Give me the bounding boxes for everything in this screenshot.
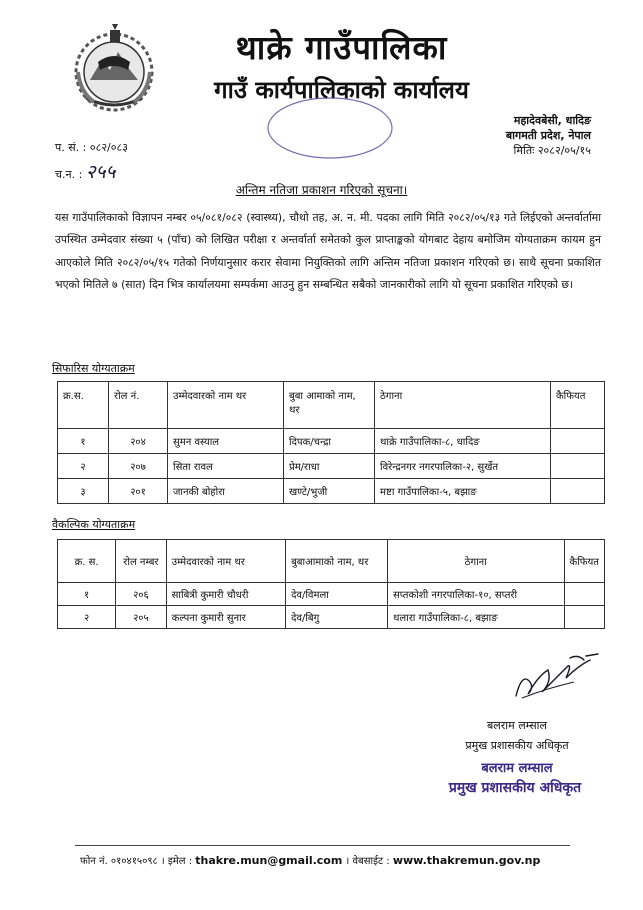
phone-label: फोन नं. ०१०४१५०९८ । इमेल : <box>80 856 193 867</box>
notice-date <box>514 143 591 158</box>
cell-parents: देव/बिगु <box>286 606 388 629</box>
cell-sn: १ <box>58 429 109 454</box>
ps-value: ०८२/०८३ <box>89 141 128 154</box>
cell-sn: २ <box>58 454 109 479</box>
cell-remarks <box>551 454 605 479</box>
cell-parents: देव/विमला <box>286 583 388 606</box>
table-header-row <box>58 382 605 429</box>
cell-address: विरेन्द्रनगर नगरपालिका-२, सुर्खेत <box>375 454 551 479</box>
cell-remarks <box>551 429 605 454</box>
website-label: । वेबसाईट : <box>345 856 390 867</box>
cell-parents: प्रेम/राधा <box>284 454 375 479</box>
col-sn: क्र. स. <box>58 540 116 583</box>
cn-value: २५५ <box>85 161 116 183</box>
ps-label: प. सं. : <box>55 141 87 154</box>
website-link[interactable]: www.thakremun.gov.np <box>392 854 541 867</box>
cell-name: जानकी बोहोरा <box>168 479 284 504</box>
table-row <box>58 429 605 454</box>
table-row <box>58 583 605 606</box>
recommended-section-title: सिफारिस योग्यताक्रम <box>52 362 135 375</box>
cell-remarks <box>551 479 605 504</box>
col-address: ठेगाना <box>375 382 551 429</box>
cell-roll: २०७ <box>109 454 168 479</box>
cn-label: च.न. : <box>55 168 83 181</box>
cell-roll: २०१ <box>109 479 168 504</box>
date-label: मितिः <box>513 144 535 157</box>
col-name: उम्मेदवारको नाम थर <box>166 540 285 583</box>
office-stamp-icon <box>258 92 403 164</box>
cell-remarks <box>564 583 604 606</box>
table-row <box>58 606 605 629</box>
cell-roll: २०६ <box>116 583 167 606</box>
office-subtitle: गाउँ कार्यपालिकाको कार्यालय <box>214 76 469 104</box>
col-parents: बुबा आमाको नाम, थर <box>284 382 375 429</box>
address-line-1: महादेवबेसी, धादिङ <box>513 114 591 127</box>
cell-sn: ३ <box>58 479 109 504</box>
cell-roll: २०४ <box>109 429 168 454</box>
cell-remarks <box>564 606 604 629</box>
table-row <box>58 454 605 479</box>
cell-parents: दिपक/चन्द्रा <box>284 429 375 454</box>
notice-subject: अन्तिम नतिजा प्रकाशन गरिएको सूचना। <box>235 183 408 197</box>
cell-roll: २०५ <box>116 606 167 629</box>
signatory-role: प्रमुख प्रशासकीय अधिकृत <box>465 739 569 752</box>
cell-address: सप्तकोशी नगरपालिका-१०, सप्तरी <box>387 583 564 606</box>
signatory-name: बलराम लम्साल <box>487 719 547 732</box>
cell-name: कल्पना कुमारी सुनार <box>166 606 285 629</box>
col-remarks: कैफियत <box>551 382 605 429</box>
cell-address: थाक्रे गाउँपालिका-८, धादिङ <box>375 429 551 454</box>
cell-name: सुमन वस्याल <box>168 429 284 454</box>
cell-address: मष्टा गाउँपालिका-५, बझाङ <box>375 479 551 504</box>
footer-divider <box>75 845 570 846</box>
role-stamp: प्रमुख प्रशासकीय अधिकृत <box>448 780 582 796</box>
col-sn: क्र.स. <box>58 382 109 429</box>
notice-body: यस गाउँपालिकाको विज्ञापन नम्बर ०५/०८१/०८२ (स्वास्थ्य), चौथो तह, अ. न. मी. पदका लागि मिति २०८२/०५/१३ गते लिईएको अन्तर्वार्तामा उपस्थित उम्मेदवार संख्या ५ (पाँच) को लिखित परीक्षा र अन्तर्वार्ता समेतको कुल प्राप्ताङ्कको योगबाट देहाय बमोजिम योग्यताक्रम कायम हुन आएकोले मिति २०८२/०५/१५ गतेको निर्णयानुसार करार सेवामा नियुक्तिको लागि अन्तिम नतिजा प्रकाशन गरिएको छ। साथै सूचना प्रकाशित भएको मितिले ७ (सात) दिन भित्र कार्यालयमा सम्पर्कमा आउनु हुन सम्बन्धित सबैको जानकारीको लागि यो सूचना प्रकाशित गरिएको छ। <box>55 211 601 291</box>
recommended-table <box>57 381 605 504</box>
col-name: उम्मेदवारको नाम थर <box>168 382 284 429</box>
cell-sn: १ <box>58 583 116 606</box>
footer-contact <box>80 853 540 867</box>
col-roll: रोल नम्बर <box>116 540 167 583</box>
cell-parents: खण्टे/भुजी <box>284 479 375 504</box>
address-line-2: बागमती प्रदेश, नेपाल <box>505 129 591 142</box>
col-parents: बुबाआमाको नाम, थर <box>286 540 388 583</box>
cell-address: थलारा गाउँपालिका-८, बझाङ <box>387 606 564 629</box>
alternate-section-title: वैकल्पिक योग्यताक्रम <box>52 518 136 531</box>
cell-name: सिता रावल <box>168 454 284 479</box>
date-value: २०८२/०५/१५ <box>537 144 591 157</box>
table-header-row <box>58 540 605 583</box>
col-remarks: कैफियत <box>564 540 604 583</box>
col-roll: रोल नं. <box>109 382 168 429</box>
municipality-title: थाक्रे गाउँपालिका <box>235 28 448 67</box>
letter-number <box>55 140 128 155</box>
table-row <box>58 479 605 504</box>
col-address: ठेगाना <box>387 540 564 583</box>
alternate-table <box>57 539 605 629</box>
cell-name: साबित्री कुमारी चौधरी <box>166 583 285 606</box>
name-stamp: बलराम लम्साल <box>481 761 553 776</box>
handwritten-signature-icon <box>508 652 603 704</box>
cell-sn: २ <box>58 606 116 629</box>
email-link[interactable]: thakre.mun@gmail.com <box>195 854 343 867</box>
